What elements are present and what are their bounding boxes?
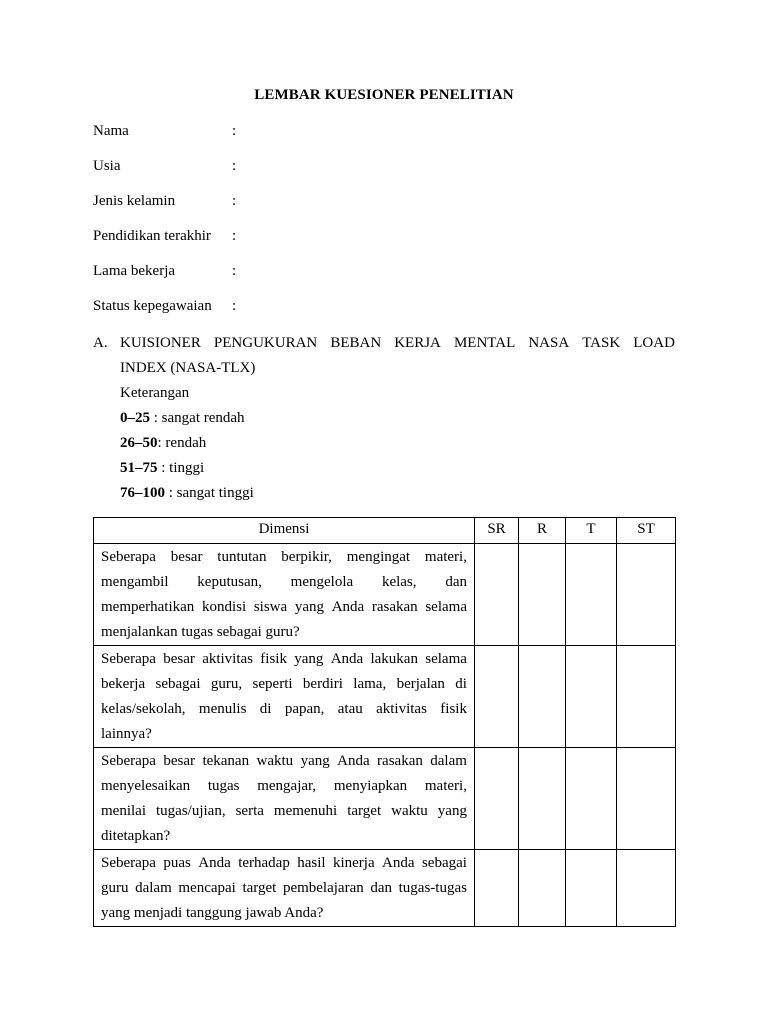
field-label: Lama bekerja <box>93 263 176 279</box>
field-colon: : <box>232 298 237 314</box>
question-word: Anda <box>198 855 231 871</box>
question-word: menulis <box>198 701 247 717</box>
question-word: mengajar, <box>257 778 317 794</box>
field-colon: : <box>232 228 237 244</box>
section-a-letter: A. <box>93 335 108 351</box>
rating-cell-t[interactable] <box>566 544 617 646</box>
scale-range: 26–50 <box>120 435 158 451</box>
rating-cell-sr[interactable] <box>475 850 519 927</box>
rating-cell-st[interactable] <box>617 544 676 646</box>
dimension-question <box>94 646 475 748</box>
question-word: guru <box>101 880 129 896</box>
scale-legend <box>120 406 675 506</box>
question-word: berpikir, <box>281 549 332 565</box>
question-word: aktivitas <box>376 701 427 717</box>
table-row <box>94 544 676 646</box>
scale-range: 0–25 <box>120 410 150 426</box>
question-word: berjalan <box>396 676 445 692</box>
rating-cell-sr[interactable] <box>475 646 519 748</box>
page-title: LEMBAR KUESIONER PENELITIAN <box>254 87 514 103</box>
rating-cell-st[interactable] <box>617 850 676 927</box>
rating-cell-st[interactable] <box>617 748 676 850</box>
table-row <box>94 850 676 927</box>
field-label: Jenis kelamin <box>93 193 176 209</box>
question-word: Anda <box>331 599 365 615</box>
question-word: siswa <box>253 599 288 615</box>
question-word: hasil <box>297 855 326 871</box>
question-word: guru, <box>210 676 243 692</box>
dimension-question <box>94 850 475 927</box>
question-word: target <box>347 803 382 819</box>
heading-word: NASA <box>528 335 570 351</box>
table-row <box>94 646 676 748</box>
nasa-tlx-table <box>93 517 676 927</box>
question-line <box>101 774 467 799</box>
header-st: ST <box>617 518 676 544</box>
question-line <box>101 595 467 620</box>
question-word: bekerja <box>101 676 146 692</box>
question-word: dalam <box>430 753 467 769</box>
section-a <box>93 331 675 506</box>
question-word: Anda <box>337 753 370 769</box>
question-word: tugas-tugas <box>398 880 467 896</box>
question-word: fisik <box>260 651 287 667</box>
question-word: target <box>242 880 277 896</box>
table-header-row <box>94 518 676 544</box>
header-dimensi: Dimensi <box>94 518 475 544</box>
question-word: waktu <box>256 753 294 769</box>
section-a-heading-line1 <box>120 331 675 356</box>
question-word: aktivitas <box>202 651 254 667</box>
question-line-last: lainnya? <box>101 726 152 742</box>
dimension-question <box>94 544 475 646</box>
heading-word: KUISIONER <box>120 335 201 351</box>
question-word: kelas, <box>381 574 417 590</box>
question-word: puas <box>163 855 191 871</box>
rating-cell-r[interactable] <box>519 748 566 850</box>
scale-item <box>120 406 675 431</box>
rating-cell-sr[interactable] <box>475 748 519 850</box>
rating-cell-st[interactable] <box>617 646 676 748</box>
rating-cell-r[interactable] <box>519 646 566 748</box>
question-word: memperhatikan <box>101 599 195 615</box>
question-word: besar <box>163 753 196 769</box>
rating-cell-t[interactable] <box>566 748 617 850</box>
scale-description: : rendah <box>157 435 207 451</box>
rating-cell-sr[interactable] <box>475 544 519 646</box>
question-word: fisik <box>440 701 467 717</box>
field-colon: : <box>232 123 237 139</box>
header-r: R <box>519 518 566 544</box>
field-colon: : <box>232 263 237 279</box>
question-word: lama, <box>353 676 387 692</box>
question-word: dan <box>445 574 467 590</box>
table-row <box>94 748 676 850</box>
scale-range: 51–75 <box>120 460 158 476</box>
question-line-last: yang menjadi tanggung jawab Anda? <box>101 905 324 921</box>
question-word: rasakan <box>371 599 418 615</box>
question-word: kelas/sekolah, <box>101 701 186 717</box>
heading-word: TASK <box>582 335 621 351</box>
question-word: Anda <box>382 855 415 871</box>
rating-cell-t[interactable] <box>566 646 617 748</box>
scale-item <box>120 481 675 506</box>
question-word: selama <box>425 651 467 667</box>
question-word: keputusan, <box>197 574 262 590</box>
question-word: mencapai <box>178 880 236 896</box>
question-word: serta <box>235 803 264 819</box>
question-word: sebagai <box>421 855 467 871</box>
heading-word: BEBAN <box>330 335 382 351</box>
scale-description: : tinggi <box>157 460 205 476</box>
question-line <box>101 799 467 824</box>
question-word: Seberapa <box>101 753 156 769</box>
question-line <box>101 851 467 876</box>
question-word: kondisi <box>201 599 247 615</box>
field-label: Usia <box>93 158 121 174</box>
question-word: tugas/ujian, <box>156 803 226 819</box>
question-line <box>101 697 467 722</box>
question-word: memenuhi <box>273 803 338 819</box>
scale-item <box>120 431 675 456</box>
question-line <box>101 570 467 595</box>
question-word: rasakan <box>377 753 423 769</box>
question-word: yang <box>294 651 324 667</box>
question-word: di <box>455 676 467 692</box>
question-word: besar <box>170 549 203 565</box>
header-t: T <box>566 518 617 544</box>
question-word: materi, <box>424 778 467 794</box>
scale-description: : sangat tinggi <box>165 485 254 501</box>
question-line <box>101 876 467 901</box>
field-label: Nama <box>93 123 129 139</box>
question-word: menilai <box>101 803 146 819</box>
question-word: pembelajaran <box>282 880 364 896</box>
question-word: sebagai <box>155 676 201 692</box>
field-colon: : <box>232 193 237 209</box>
question-line <box>101 647 467 672</box>
question-line-last: menjalankan tugas sebagai guru? <box>101 624 300 640</box>
question-word: di <box>259 701 272 717</box>
question-word: papan, <box>284 701 325 717</box>
question-line <box>101 672 467 697</box>
question-word: selama <box>425 599 467 615</box>
keterangan-label: Keterangan <box>120 385 190 401</box>
question-line <box>101 545 467 570</box>
question-word: menyiapkan <box>333 778 408 794</box>
question-word: yang <box>294 599 325 615</box>
question-word: kinerja <box>332 855 375 871</box>
question-line-last: ditetapkan? <box>101 828 171 844</box>
question-word: Seberapa <box>101 855 156 871</box>
question-word: besar <box>163 651 195 667</box>
question-word: atau <box>337 701 363 717</box>
question-word: dan <box>370 880 393 896</box>
scale-description: : sangat rendah <box>150 410 245 426</box>
field-label: Pendidikan terakhir <box>93 228 211 244</box>
question-word: dalam <box>135 880 172 896</box>
question-word: tekanan <box>202 753 250 769</box>
question-word: yang <box>300 753 330 769</box>
question-word: mengelola <box>290 574 354 590</box>
question-word: seperti <box>252 676 293 692</box>
question-word: Seberapa <box>101 651 156 667</box>
question-word: lakukan <box>370 651 418 667</box>
heading-word: PENGUKURAN <box>213 335 318 351</box>
question-word: tuntutan <box>217 549 267 565</box>
heading-word: MENTAL <box>453 335 516 351</box>
rating-cell-r[interactable] <box>519 850 566 927</box>
question-word: yang <box>437 803 467 819</box>
heading-word: KERJA <box>394 335 441 351</box>
scale-item <box>120 456 675 481</box>
rating-cell-r[interactable] <box>519 544 566 646</box>
question-line <box>101 749 467 774</box>
header-sr: SR <box>475 518 519 544</box>
question-word: Seberapa <box>101 549 156 565</box>
question-word: terhadap <box>238 855 290 871</box>
section-a-heading-line2: INDEX (NASA-TLX) <box>120 360 256 376</box>
question-word: mengingat <box>346 549 411 565</box>
heading-word: LOAD <box>633 335 675 351</box>
question-word: materi, <box>424 549 467 565</box>
question-word: berdiri <box>302 676 343 692</box>
question-word: mengambil <box>101 574 169 590</box>
question-word: Anda <box>330 651 364 667</box>
question-word: tugas <box>207 778 240 794</box>
question-word: waktu <box>391 803 428 819</box>
rating-cell-t[interactable] <box>566 850 617 927</box>
question-word: menyelesaikan <box>101 778 191 794</box>
field-colon: : <box>232 158 237 174</box>
field-label: Status kepegawaian <box>93 298 212 314</box>
scale-range: 76–100 <box>120 485 165 501</box>
dimension-question <box>94 748 475 850</box>
